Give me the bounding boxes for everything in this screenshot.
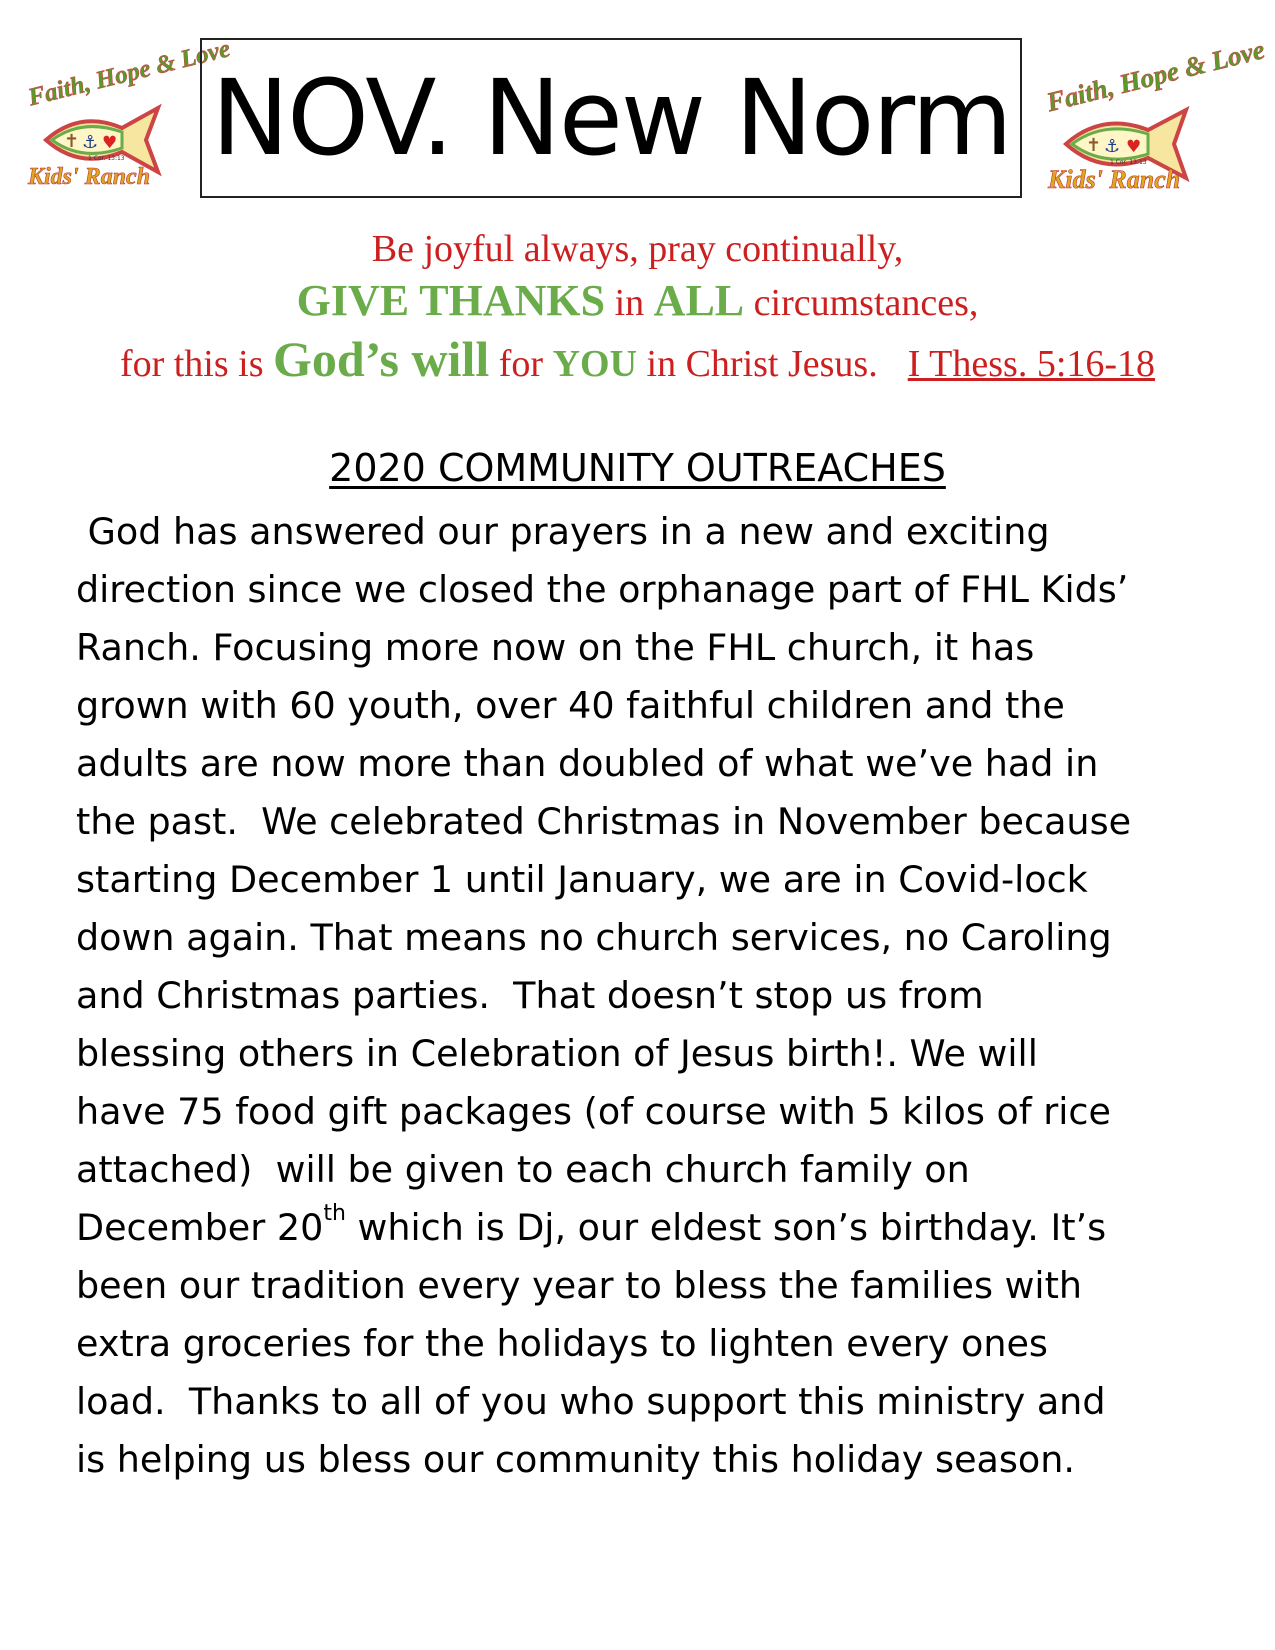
fhl-logo-icon: [1036, 34, 1268, 194]
verse-line-1: Be joyful always, pray continually,: [371, 228, 904, 270]
logo-text-top: Faith, Hope & Love: [1043, 34, 1268, 118]
verse-circumstances: circumstances,: [744, 282, 979, 324]
body-line-dec-sup: th: [323, 1201, 346, 1226]
body-line: blessing others in Celebration of Jesus birth!. We will: [76, 1032, 1038, 1075]
body-line: load. Thanks to all of you who support this ministry and: [76, 1380, 1106, 1423]
body-paragraph: [76, 503, 1216, 1489]
verse-gods-will: God’s will: [273, 331, 490, 387]
verse-reference: I Thess. 5:16-18: [907, 343, 1156, 385]
body-line: starting December 1 until January, we are in Covid-lock: [76, 858, 1088, 901]
verse-all: ALL: [653, 276, 745, 325]
verse-give-thanks: GIVE THANKS: [296, 276, 606, 325]
body-line: attached) will be given to each church family on: [76, 1148, 970, 1191]
body-line: God has answered our prayers in a new and exciting: [76, 510, 1050, 553]
body-line-december: [76, 1199, 1216, 1257]
verse-line-2: [0, 275, 1275, 326]
verse-you: YOU: [552, 343, 638, 385]
body-line: is helping us bless our community this holiday season.: [76, 1438, 1075, 1481]
svg-text:⚓: ⚓: [82, 132, 99, 153]
logo-text-top: Faith, Hope & Love: [25, 35, 233, 112]
body-line: and Christmas parties. That doesn’t stop us from: [76, 974, 984, 1017]
body-line: been our tradition every year to bless the families with: [76, 1264, 1083, 1307]
verse-for-this-is: for this is: [119, 343, 273, 385]
logo-ref: 1 Cor. 13:13: [88, 155, 125, 162]
logo-ref: 1 Cor. 13:13: [1110, 159, 1147, 166]
svg-text:♥: ♥: [102, 133, 118, 153]
svg-text:✝: ✝: [1086, 135, 1102, 156]
svg-text:♥: ♥: [1126, 137, 1142, 157]
verse-in: in: [605, 282, 654, 324]
svg-text:⚓: ⚓: [1104, 136, 1121, 157]
body-line-dec-after: which is Dj, our eldest son’s birthday. It’s: [345, 1206, 1107, 1249]
verse-for: for: [489, 343, 553, 385]
logo-text-bottom: Kids' Ranch: [1048, 165, 1181, 194]
body-line: Ranch. Focusing more now on the FHL church, it has: [76, 626, 1035, 669]
body-line: adults are now more than doubled of what we’ve had in: [76, 742, 1099, 785]
verse-in-christ: in Christ Jesus.: [637, 343, 878, 385]
body-line: down again. That means no church services, no Caroling: [76, 916, 1112, 959]
section-heading: 2020 COMMUNITY OUTREACHES: [329, 446, 946, 490]
page-title: NOV. New Norm: [211, 57, 1011, 179]
verse-line-3: [0, 330, 1275, 388]
body-line: the past. We celebrated Christmas in November because: [76, 800, 1132, 843]
logo-right: [1036, 34, 1268, 194]
title-box: [200, 38, 1022, 198]
body-line: extra groceries for the holidays to lighten every ones: [76, 1322, 1048, 1365]
body-line: direction since we closed the orphanage part of FHL Kids’: [76, 568, 1129, 611]
logo-left: [18, 35, 233, 190]
body-line-dec-before: December 20: [76, 1206, 324, 1249]
body-line: have 75 food gift packages (of course with 5 kilos of rice: [76, 1090, 1111, 1133]
body-line: grown with 60 youth, over 40 faithful children and the: [76, 684, 1065, 727]
logo-text-bottom: Kids' Ranch: [28, 164, 151, 190]
svg-text:✝: ✝: [64, 131, 80, 152]
fhl-logo-icon: [18, 35, 233, 190]
